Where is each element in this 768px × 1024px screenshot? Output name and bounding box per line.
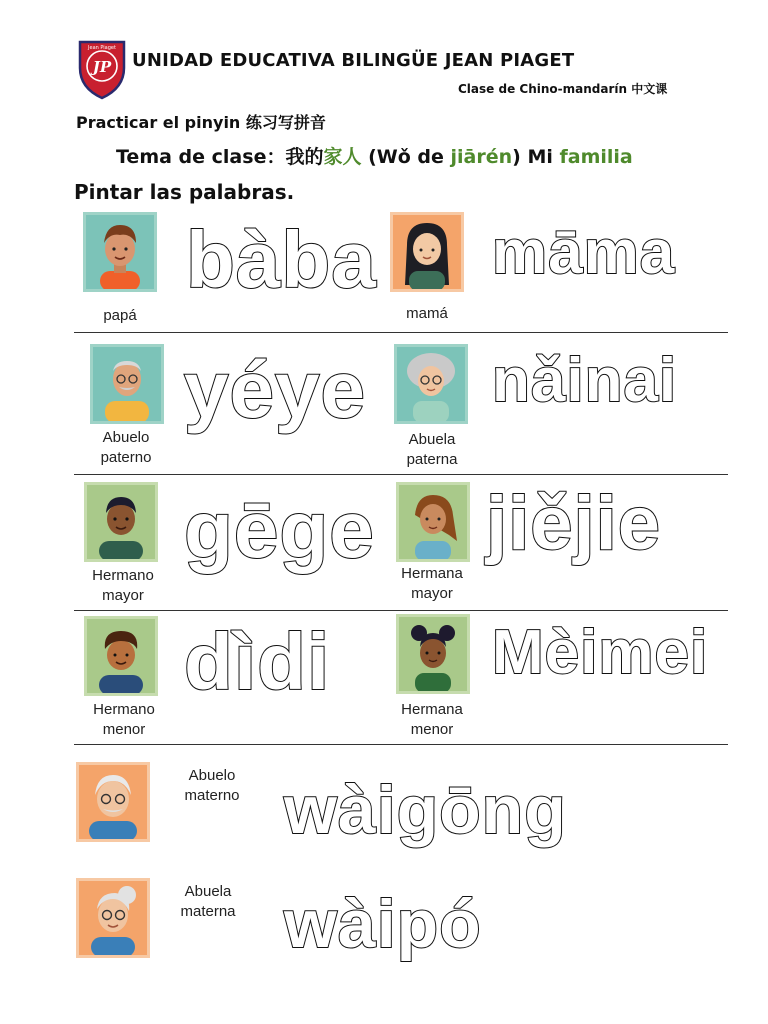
instruction: Pintar las palabras. (74, 180, 295, 204)
word-didi: dìdi (184, 617, 331, 706)
caption-paternal-grandmother: Abuela paterna (406, 431, 458, 468)
portrait-younger-sister (396, 614, 470, 694)
school-name: UNIDAD EDUCATIVA BILINGÜE JEAN PIAGET (132, 50, 575, 71)
word-waipo: wàipó (284, 886, 482, 962)
caption-older-sister: Hermana mayor (401, 565, 463, 602)
row-divider (74, 474, 728, 475)
portrait-older-sister (396, 482, 470, 562)
caption-mom: mamá (406, 305, 448, 322)
caption-dad: papá (103, 307, 137, 324)
topic-es: familia (559, 146, 633, 168)
caption-paternal-grandfather: Abuelo paterno (100, 429, 152, 466)
word-baba: bàba (186, 215, 377, 304)
caption-maternal-grandmother: Abuela materna (180, 883, 236, 920)
course-name: Clase de Chino-mandarín 中文课 (458, 82, 668, 96)
word-nainai: nǎinai (492, 346, 678, 415)
word-waigong: wàigōng (284, 772, 567, 848)
portrait-maternal-grandmother (76, 878, 150, 958)
topic-line (116, 142, 633, 169)
word-gege: gēge (184, 485, 375, 574)
topic-cn-b: 家人 (323, 146, 362, 168)
svg-text:Jean Piaget: Jean Piaget (88, 45, 116, 51)
row-divider (74, 610, 728, 611)
topic-close: ) Mi (512, 146, 560, 168)
caption-younger-sister: Hermana menor (401, 701, 463, 738)
row-divider (74, 744, 728, 745)
topic-prefix: Tema de clase： (116, 146, 286, 168)
portrait-older-brother (84, 482, 158, 562)
topic-pinyin: jiārén (450, 146, 513, 168)
word-meimei: Mèimei (492, 618, 709, 687)
portrait-younger-brother (84, 616, 158, 696)
portrait-maternal-grandfather (76, 762, 150, 842)
word-yeye: yéye (184, 345, 366, 434)
caption-older-brother: Hermano mayor (92, 567, 154, 604)
topic-open: (Wǒ de (361, 146, 451, 168)
practice-title: Practicar el pinyin 练习写拼音 (76, 113, 326, 132)
topic-cn-a: 我的 (285, 146, 324, 168)
word-mama: māma (492, 218, 676, 287)
caption-younger-brother: Hermano menor (93, 701, 155, 738)
school-logo (76, 38, 128, 100)
portrait-dad (83, 212, 157, 292)
portrait-paternal-grandmother (394, 344, 468, 424)
row-divider (74, 332, 728, 333)
portrait-mom (390, 212, 464, 292)
word-jiejie: jiějie (486, 481, 661, 566)
caption-maternal-grandfather: Abuelo materno (184, 767, 240, 804)
svg-text:JP: JP (92, 58, 112, 76)
portrait-paternal-grandfather (90, 344, 164, 424)
